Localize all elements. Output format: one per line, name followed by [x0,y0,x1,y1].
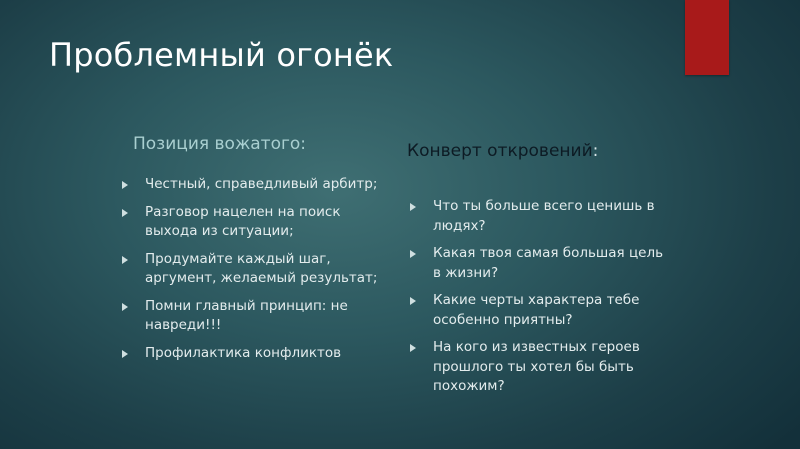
triangle-bullet-icon [122,303,128,311]
list-item-text: Какая твоя самая большая цель в жизни? [433,245,664,281]
left-column-heading: Позиция вожатого: [133,134,307,154]
list-item-text: Профилактика конфликтов [145,344,342,361]
triangle-bullet-icon [410,344,416,352]
list-item-text: Продумайте каждый шаг, аргумент, желаемый результат; [145,250,378,286]
list-item-text: Разговор нацелен на поиск выхода из ситуации; [145,203,341,239]
triangle-bullet-icon [410,250,416,258]
list-item [410,244,672,283]
list-item-text: Что ты больше всего ценишь в людях? [433,198,655,234]
list-item-text: Какие черты характера тебе особенно приятны? [433,292,640,328]
list-item [410,338,672,397]
list-item [122,297,384,336]
list-item [122,344,384,364]
right-column-heading [407,141,598,161]
triangle-bullet-icon [122,256,128,264]
left-bullet-list [122,175,384,371]
list-item-text: Помни главный принцип: не навреди!!! [145,297,348,333]
list-item [122,250,384,289]
right-bullet-list [410,197,672,405]
list-item-text: На кого из известных героев прошлого ты хотел бы быть похожим? [433,339,640,394]
list-item [122,203,384,242]
triangle-bullet-icon [410,297,416,305]
list-item [410,197,672,236]
triangle-bullet-icon [122,209,128,217]
triangle-bullet-icon [122,350,128,358]
list-item [122,175,384,195]
accent-bar [685,0,729,75]
list-item [410,291,672,330]
list-item-text: Честный, справедливый арбитр; [145,176,378,192]
triangle-bullet-icon [122,181,128,189]
slide-title: Проблемный огонёк [49,36,394,74]
triangle-bullet-icon [410,203,416,211]
right-column-heading-colon: : [592,141,599,161]
right-column-heading-text: Конверт откровений [407,141,593,161]
